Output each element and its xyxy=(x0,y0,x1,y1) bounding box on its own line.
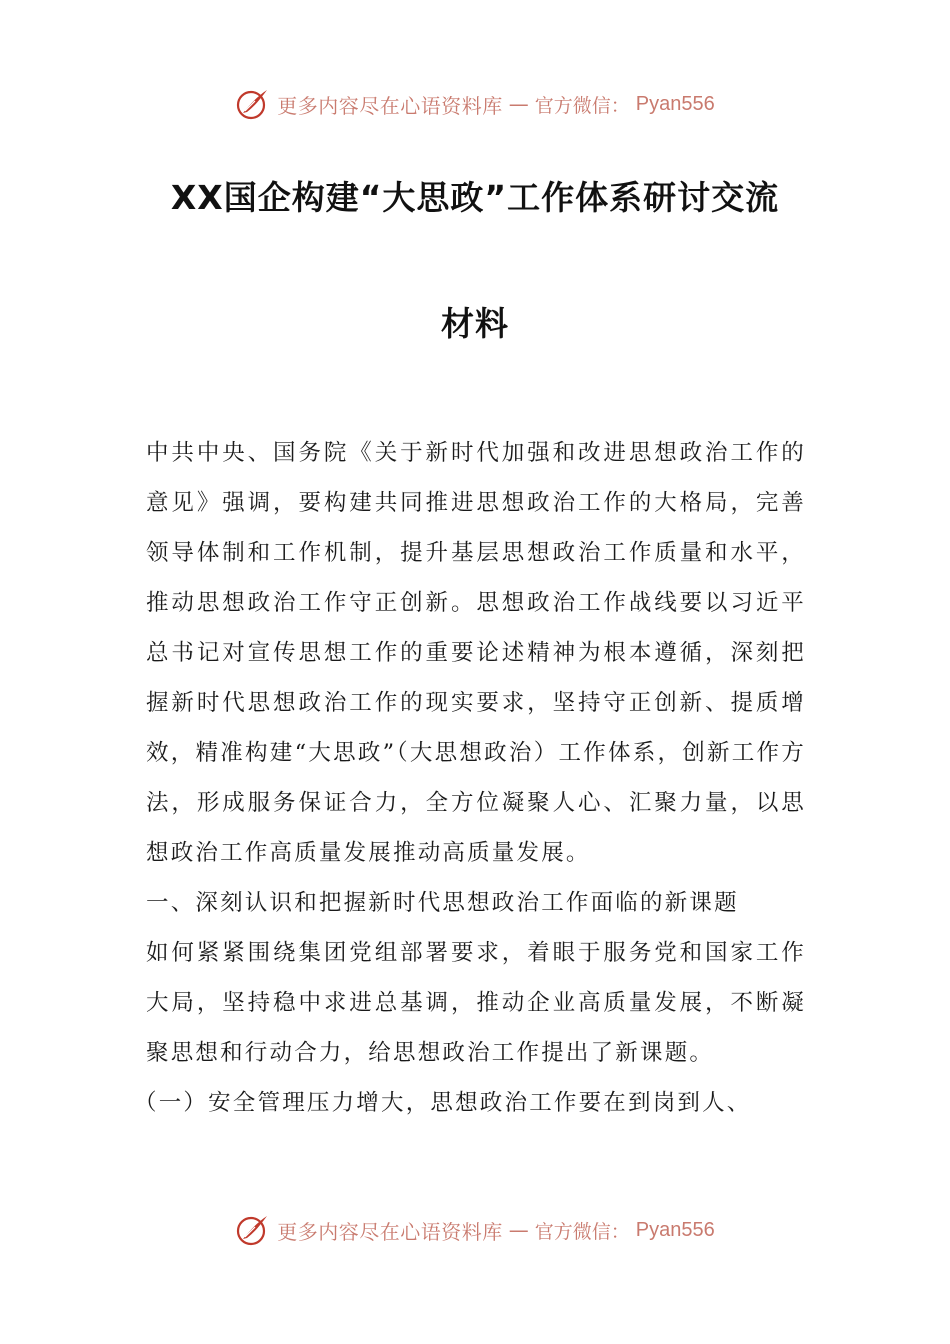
subsection-heading-1: （一）安全管理压力增大，思想政治工作要在到岗到人、 xyxy=(134,1090,752,1116)
watermark-dash: — xyxy=(508,92,529,116)
quill-circle-icon xyxy=(235,86,271,122)
section-heading-1: 一、深刻认识和把握新时代思想政治工作面临的新课题 xyxy=(146,890,739,916)
watermark-text: 更多内容尽在心语资料库 xyxy=(277,1219,503,1244)
paragraph-section1: 如何紧紧围绕集团党组部署要求，着眼于服务党和国家工作大局，坚持稳中求进总基调，推动企业高质量发展，不断凝聚思想和行动合力，给思想政治工作提出了新课题。 xyxy=(146,940,806,1066)
watermark-dash: — xyxy=(508,1218,529,1242)
header-watermark xyxy=(0,84,950,124)
quill-circle-icon xyxy=(235,1212,271,1248)
watermark-wechat-id: Pyan556 xyxy=(635,92,715,115)
watermark-official-label: 官方微信： xyxy=(534,94,630,117)
watermark-official-label: 官方微信： xyxy=(534,1220,630,1243)
footer-watermark xyxy=(0,1210,950,1250)
watermark-text: 更多内容尽在心语资料库 xyxy=(277,93,503,118)
document-title-line2: 材料 xyxy=(441,304,509,343)
watermark-wechat-id: Pyan556 xyxy=(635,1218,715,1241)
paragraph-intro: 中共中央、国务院《关于新时代加强和改进思想政治工作的意见》强调，要构建共同推进思想政治工作的大格局，完善领导体制和工作机制，提升基层思想政治工作质量和水平，推动思想政治工作守正创新。思想政治工作战线要以习近平总书记对宣传思想工作的重要论述精神为根本遵循，深刻把握新时代思想政治工作的现实要求，坚持守正创新、提质增效，精准构建“大思政”（大思想政治）工作体系，创新工作方法，形成服务保证合力，全方位凝聚人心、汇聚力量，以思想政治工作高质量发展推动高质量发展。 xyxy=(146,440,806,866)
document-body xyxy=(134,428,806,1128)
document-title-line1: XX国企构建“大思政”工作体系研讨交流 xyxy=(170,178,780,217)
